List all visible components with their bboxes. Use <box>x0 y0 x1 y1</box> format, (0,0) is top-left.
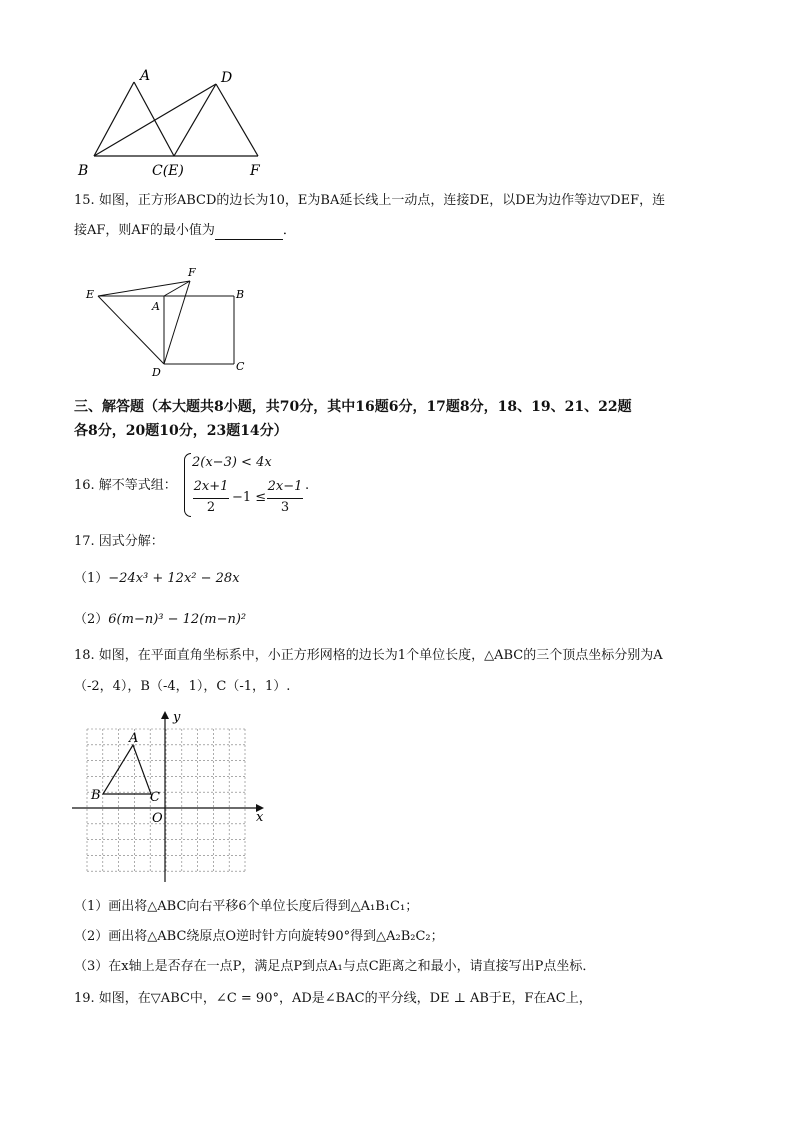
q16-den-right: 3 <box>280 500 290 515</box>
fig15-label-f: F <box>188 266 196 279</box>
q16-middle: −1 ≤ <box>232 490 267 505</box>
q17-part1-label: （1） <box>74 571 109 586</box>
q18-line1: 18. 如图，在平面直角坐标系中，小正方形网格的边长为1个单位长度，△ABC的三个顶点坐标分别为A <box>74 648 663 663</box>
q17-part1-expr: −24x³ + 12x² − 28x <box>108 571 240 586</box>
fig15-label-a: A <box>152 300 160 313</box>
fig18-label-x: x <box>256 810 264 825</box>
fig18-label-b: B <box>91 788 101 803</box>
q15-number: 15. <box>74 193 95 208</box>
q16-num-right: 2x−1 <box>267 479 303 494</box>
q17-part2-expr: 6(m−n)³ − 12(m−n)² <box>108 612 247 627</box>
q16-prefix: 16. 解不等式组： <box>74 478 177 493</box>
fig14-label-ce: C(E) <box>152 163 184 179</box>
fig15-label-e: E <box>86 288 95 301</box>
q18-sub3: （3）在x轴上是否存在一点P，满足点P到点A₁与点C距离之和最小，请直接写出P点坐标． <box>74 959 596 974</box>
fig15-label-d: D <box>152 366 161 379</box>
q16-num-left: 2x+1 <box>193 479 229 494</box>
fig14-label-a: A <box>140 68 151 84</box>
q18-sub1: （1）画出将△ABC向右平移6个单位长度后得到△A₁B₁C₁； <box>74 899 419 914</box>
q17-part2-label: （2） <box>74 612 109 627</box>
fig14-label-d: D <box>221 70 233 86</box>
fig15-label-b: B <box>236 288 245 301</box>
q15-text-line1: 如图，正方形ABCD的边长为10，E为BA延长线上一动点，连接DE，以DE为边作等边▽DEF，连 <box>98 193 666 208</box>
q19-line1: 19. 如图，在▽ABC中，∠C = 90°，AD是∠BAC的平分线，DE ⊥ AB于E，F在AC上， <box>74 991 592 1006</box>
q16-inequality-1: 2(x−3) < 4x <box>192 455 272 470</box>
fig18-label-o: O <box>152 811 163 826</box>
q15-text-line2: 接AF，则AF的最小值为 <box>74 223 215 238</box>
q18-line2: （-2，4），B（-4，1），C（-1，1）. <box>74 679 291 694</box>
fig14-label-f: F <box>250 163 260 179</box>
section3-heading-line1: 三、解答题（本大题共8小题，共70分，其中16题6分，17题8分，18、19、21、22题 <box>74 399 632 415</box>
q18-sub2: （2）画出将△ABC绕原点O逆时针方向旋转90°得到△A₂B₂C₂； <box>74 929 444 944</box>
fig18-label-a: A <box>129 731 139 746</box>
fig18-label-c: C <box>150 790 160 805</box>
fig15-label-c: C <box>236 360 245 373</box>
q16-suffix: . <box>305 478 310 493</box>
fig14-label-b: B <box>78 163 89 179</box>
q17-title: 17. 因式分解： <box>74 534 164 549</box>
q16-den-left: 2 <box>206 500 216 515</box>
fig18-label-y: y <box>173 710 181 725</box>
section3-heading-line2: 各8分，20题10分，23题14分） <box>74 423 288 439</box>
q15-end: ． <box>282 223 296 238</box>
